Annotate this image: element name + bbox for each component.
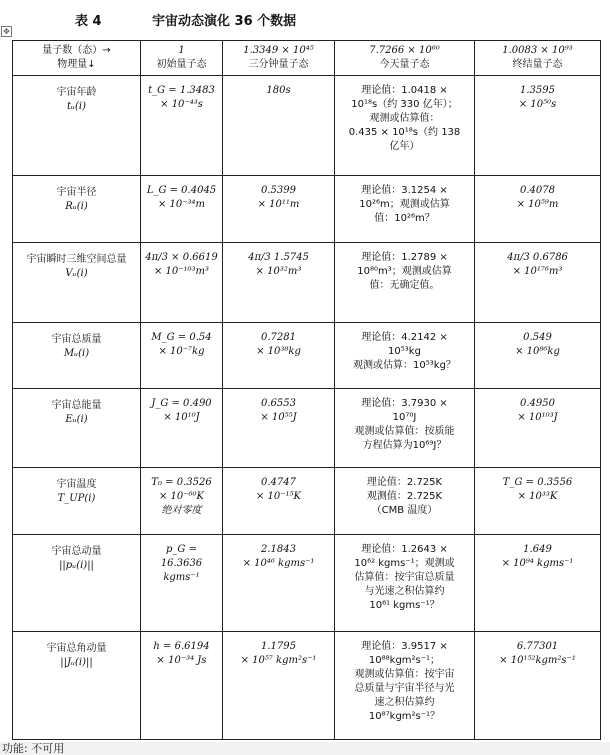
cell-line: 理论值：1.0418 × — [361, 85, 448, 96]
quantity-name: 宇宙总质量 — [51, 334, 102, 345]
cell-line: 理论值：2.725K — [366, 477, 443, 488]
value-cell-c3 — [335, 176, 475, 243]
cell-line: 0.4078 — [520, 185, 555, 196]
cell-line: 理论值：4.2142 × — [361, 332, 448, 343]
cell-line: 10⁶² kgms⁻¹；观测或 — [354, 558, 455, 569]
cell-line: × 10⁵⁷ kgm²s⁻¹ — [240, 655, 317, 666]
row-header-cell — [13, 389, 141, 468]
value-cell-c2 — [223, 535, 335, 632]
cell-line: 10⁸⁸kgm²s⁻¹； — [368, 655, 441, 666]
cell-line: × 10⁹⁴ kgms⁻¹ — [501, 558, 574, 569]
table-number: 表 4 — [75, 14, 102, 29]
value-cell-c1 — [141, 323, 223, 389]
cell-line: 值：无确定值。 — [369, 280, 440, 291]
table-row — [13, 323, 601, 389]
value-cell-c3 — [335, 535, 475, 632]
cell-line: × 10⁻⁷kg — [158, 346, 205, 357]
corner-line-2: 物理量↓ — [57, 59, 96, 70]
value-cell-c2 — [223, 243, 335, 323]
cell-line: 速之积估算约 — [374, 697, 435, 708]
cell-line: 理论值：1.2643 × — [361, 544, 448, 555]
table-row — [13, 76, 601, 176]
cell-line: × 10¹⁰J — [163, 412, 200, 423]
col-header-final — [475, 41, 601, 76]
data-table — [12, 40, 601, 740]
cell-line: 0.6553 — [261, 398, 296, 409]
value-cell-c2 — [223, 76, 335, 176]
value-cell-c2 — [223, 632, 335, 740]
cell-line: 观测或估算：10⁵³kg？ — [353, 360, 456, 371]
quantity-name: 宇宙总角动量 — [46, 643, 107, 654]
value-cell-c4 — [475, 176, 601, 243]
row-header-cell — [13, 176, 141, 243]
cell-line: 理论值：3.1254 × — [361, 185, 448, 196]
col-header-today — [335, 41, 475, 76]
col-value: 7.7266 × 10⁶⁰ — [369, 45, 440, 56]
cell-line: × 10⁻¹⁰³m³ — [153, 266, 210, 277]
table-move-handle-icon[interactable]: ✥ — [1, 26, 12, 37]
col-label: 初始量子态 — [156, 59, 207, 70]
cell-line: × 10⁻³⁴ Js — [156, 655, 207, 666]
value-cell-c3 — [335, 323, 475, 389]
row-header-cell — [13, 76, 141, 176]
col-label: 终结量子态 — [512, 59, 563, 70]
value-cell-c2 — [223, 468, 335, 535]
cell-line: M_G = 0.54 — [151, 332, 212, 343]
table-row — [13, 468, 601, 535]
row-header-cell — [13, 468, 141, 535]
cell-line: × 10³³K — [517, 491, 558, 502]
value-cell-c1 — [141, 632, 223, 740]
col-header-three-minutes — [223, 41, 335, 76]
cell-line: 0.7281 — [261, 332, 296, 343]
table-caption — [0, 8, 610, 30]
cell-line: 180s — [266, 85, 291, 96]
quantity-name: 宇宙总能量 — [51, 400, 102, 411]
cell-line: × 10³⁸kg — [256, 346, 301, 357]
quantity-name: 宇宙温度 — [56, 479, 97, 490]
value-cell-c1 — [141, 468, 223, 535]
cell-line: 0.4950 — [520, 398, 555, 409]
cell-line: 1.649 — [523, 544, 552, 555]
value-cell-c2 — [223, 323, 335, 389]
quantity-symbol: ||pᵤ(i)|| — [59, 560, 94, 571]
cell-line: （CMB 温度） — [371, 505, 438, 516]
cell-line: × 10¹⁵²kgm²s⁻¹ — [499, 655, 576, 666]
col-value: 1.0083 × 10⁹³ — [502, 45, 573, 56]
cell-line: 值：10²⁶m？ — [374, 213, 435, 224]
cell-line: 10²⁶m；观测或估算 — [359, 199, 450, 210]
value-cell-c3 — [335, 389, 475, 468]
cell-line: 4π/3 1.5745 — [248, 252, 309, 263]
cell-line: 理论值：3.7930 × — [361, 398, 448, 409]
cell-line: × 10¹⁰³J — [517, 412, 558, 423]
cell-line: × 10⁸⁶kg — [515, 346, 560, 357]
value-cell-c4 — [475, 535, 601, 632]
cell-line: 理论值：1.2789 × — [361, 252, 448, 263]
col-label: 三分钟量子态 — [248, 59, 309, 70]
cell-line: 4π/3 × 0.6619 — [145, 252, 218, 263]
corner-line-1: 量子数（态）→ — [42, 45, 111, 56]
value-cell-c1 — [141, 76, 223, 176]
cell-line: × 10¹¹m — [257, 199, 300, 210]
col-label: 今天量子态 — [379, 59, 430, 70]
col-value: 1 — [178, 45, 185, 56]
row-header-cell — [13, 632, 141, 740]
cell-line: 0.5399 — [261, 185, 296, 196]
row-header-cell — [13, 535, 141, 632]
row-header-cell — [13, 323, 141, 389]
cell-line: 10⁵³kg — [388, 346, 421, 357]
value-cell-c1 — [141, 535, 223, 632]
quantity-symbol: Mᵤ(i) — [63, 348, 90, 359]
value-cell-c4 — [475, 76, 601, 176]
cell-line: kgms⁻¹ — [163, 572, 200, 583]
quantity-symbol: tᵤ(i) — [66, 101, 86, 112]
status-bar: 功能: 不可用 — [0, 742, 610, 755]
cell-line: × 10⁵⁵J — [260, 412, 297, 423]
cell-line: 4π/3 0.6786 — [507, 252, 568, 263]
cell-line: 亿年） — [389, 141, 420, 152]
quantity-name: 宇宙瞬时三维空间总量 — [26, 254, 127, 265]
cell-line: L_G = 0.4045 — [146, 185, 217, 196]
cell-line: 0.549 — [523, 332, 552, 343]
value-cell-c1 — [141, 243, 223, 323]
cell-line: 估算值：按宇宙总质量 — [354, 572, 455, 583]
cell-line: × 10⁴⁶ kgms⁻¹ — [242, 558, 315, 569]
cell-line: 观测或估算值：按质能 — [354, 426, 455, 437]
cell-line: 观测值：2.725K — [366, 491, 443, 502]
cell-line: p_G = 16.3636 — [160, 544, 203, 569]
cell-line: 观测或估算值： — [369, 113, 440, 124]
value-cell-c3 — [335, 76, 475, 176]
cell-line: 与光速之积估算约 — [364, 586, 445, 597]
cell-line: 0.4747 — [261, 477, 296, 488]
quantity-symbol: Eᵤ(i) — [65, 414, 88, 425]
cell-line: 2.1843 — [261, 544, 296, 555]
quantity-symbol: ||Jᵤ(i)|| — [60, 657, 93, 668]
cell-line: 理论值：3.9517 × — [361, 641, 448, 652]
quantity-symbol: T_UP(i) — [57, 493, 96, 504]
cell-line: × 10⁻⁴³s — [160, 99, 203, 110]
header-row — [13, 41, 601, 76]
col-value: 1.3349 × 10⁴⁵ — [243, 45, 314, 56]
cell-line: 绝对零度 — [161, 505, 202, 516]
quantity-symbol: Rᵤ(i) — [65, 201, 88, 212]
table-title: 宇宙动态演化 36 个数据 — [152, 14, 297, 29]
cell-line: t_G = 1.3483 — [148, 85, 215, 96]
quantity-name: 宇宙年龄 — [56, 87, 97, 98]
table-row — [13, 535, 601, 632]
value-cell-c3 — [335, 468, 475, 535]
quantity-name: 宇宙半径 — [56, 187, 97, 198]
table-row — [13, 389, 601, 468]
value-cell-c4 — [475, 243, 601, 323]
cell-line: × 10⁻¹⁵K — [255, 491, 302, 502]
cell-line: T₀ = 0.3526 — [151, 477, 212, 488]
cell-line: 10⁸⁷kgm²s⁻¹？ — [368, 711, 441, 722]
cell-line: × 10⁵⁹m — [516, 199, 559, 210]
table-row — [13, 176, 601, 243]
table-row — [13, 632, 601, 740]
table-row — [13, 243, 601, 323]
value-cell-c4 — [475, 389, 601, 468]
value-cell-c2 — [223, 389, 335, 468]
cell-line: 观测或估算值：按宇宙 — [354, 669, 455, 680]
cell-line: × 10¹⁷⁶m³ — [512, 266, 563, 277]
cell-line: 1.1795 — [261, 641, 296, 652]
value-cell-c2 — [223, 176, 335, 243]
cell-line: 10⁶¹ kgms⁻¹？ — [369, 600, 440, 611]
quantity-symbol: Vᵤ(i) — [65, 268, 88, 279]
cell-line: T_G = 0.3556 — [502, 477, 573, 488]
value-cell-c1 — [141, 176, 223, 243]
value-cell-c4 — [475, 323, 601, 389]
col-header-initial — [141, 41, 223, 76]
cell-line: 总质量与宇宙半径与光 — [354, 683, 455, 694]
value-cell-c1 — [141, 389, 223, 468]
value-cell-c4 — [475, 632, 601, 740]
value-cell-c3 — [335, 632, 475, 740]
cell-line: × 10³²m³ — [255, 266, 302, 277]
cell-line: 方程估算为10⁶⁹J？ — [362, 440, 447, 451]
corner-header-cell — [13, 41, 141, 76]
cell-line: × 10⁻³⁴m — [157, 199, 206, 210]
quantity-name: 宇宙总动量 — [51, 546, 102, 557]
cell-line: 10⁸⁰m³；观测或估算 — [357, 266, 452, 277]
cell-line: × 10⁵⁰s — [518, 99, 557, 110]
value-cell-c4 — [475, 468, 601, 535]
value-cell-c3 — [335, 243, 475, 323]
cell-line: h = 6.6194 — [153, 641, 210, 652]
cell-line: 10⁷⁰J — [392, 412, 417, 423]
cell-line: J_G = 0.490 — [151, 398, 212, 409]
row-header-cell — [13, 243, 141, 323]
cell-line: 0.435 × 10¹⁸s（约 138 — [348, 127, 461, 138]
cell-line: × 10⁻⁶⁰K — [158, 491, 205, 502]
cell-line: 1.3595 — [520, 85, 555, 96]
cell-line: 6.77301 — [516, 641, 559, 652]
cell-line: 10¹⁸s（约 330 亿年）； — [351, 99, 458, 110]
